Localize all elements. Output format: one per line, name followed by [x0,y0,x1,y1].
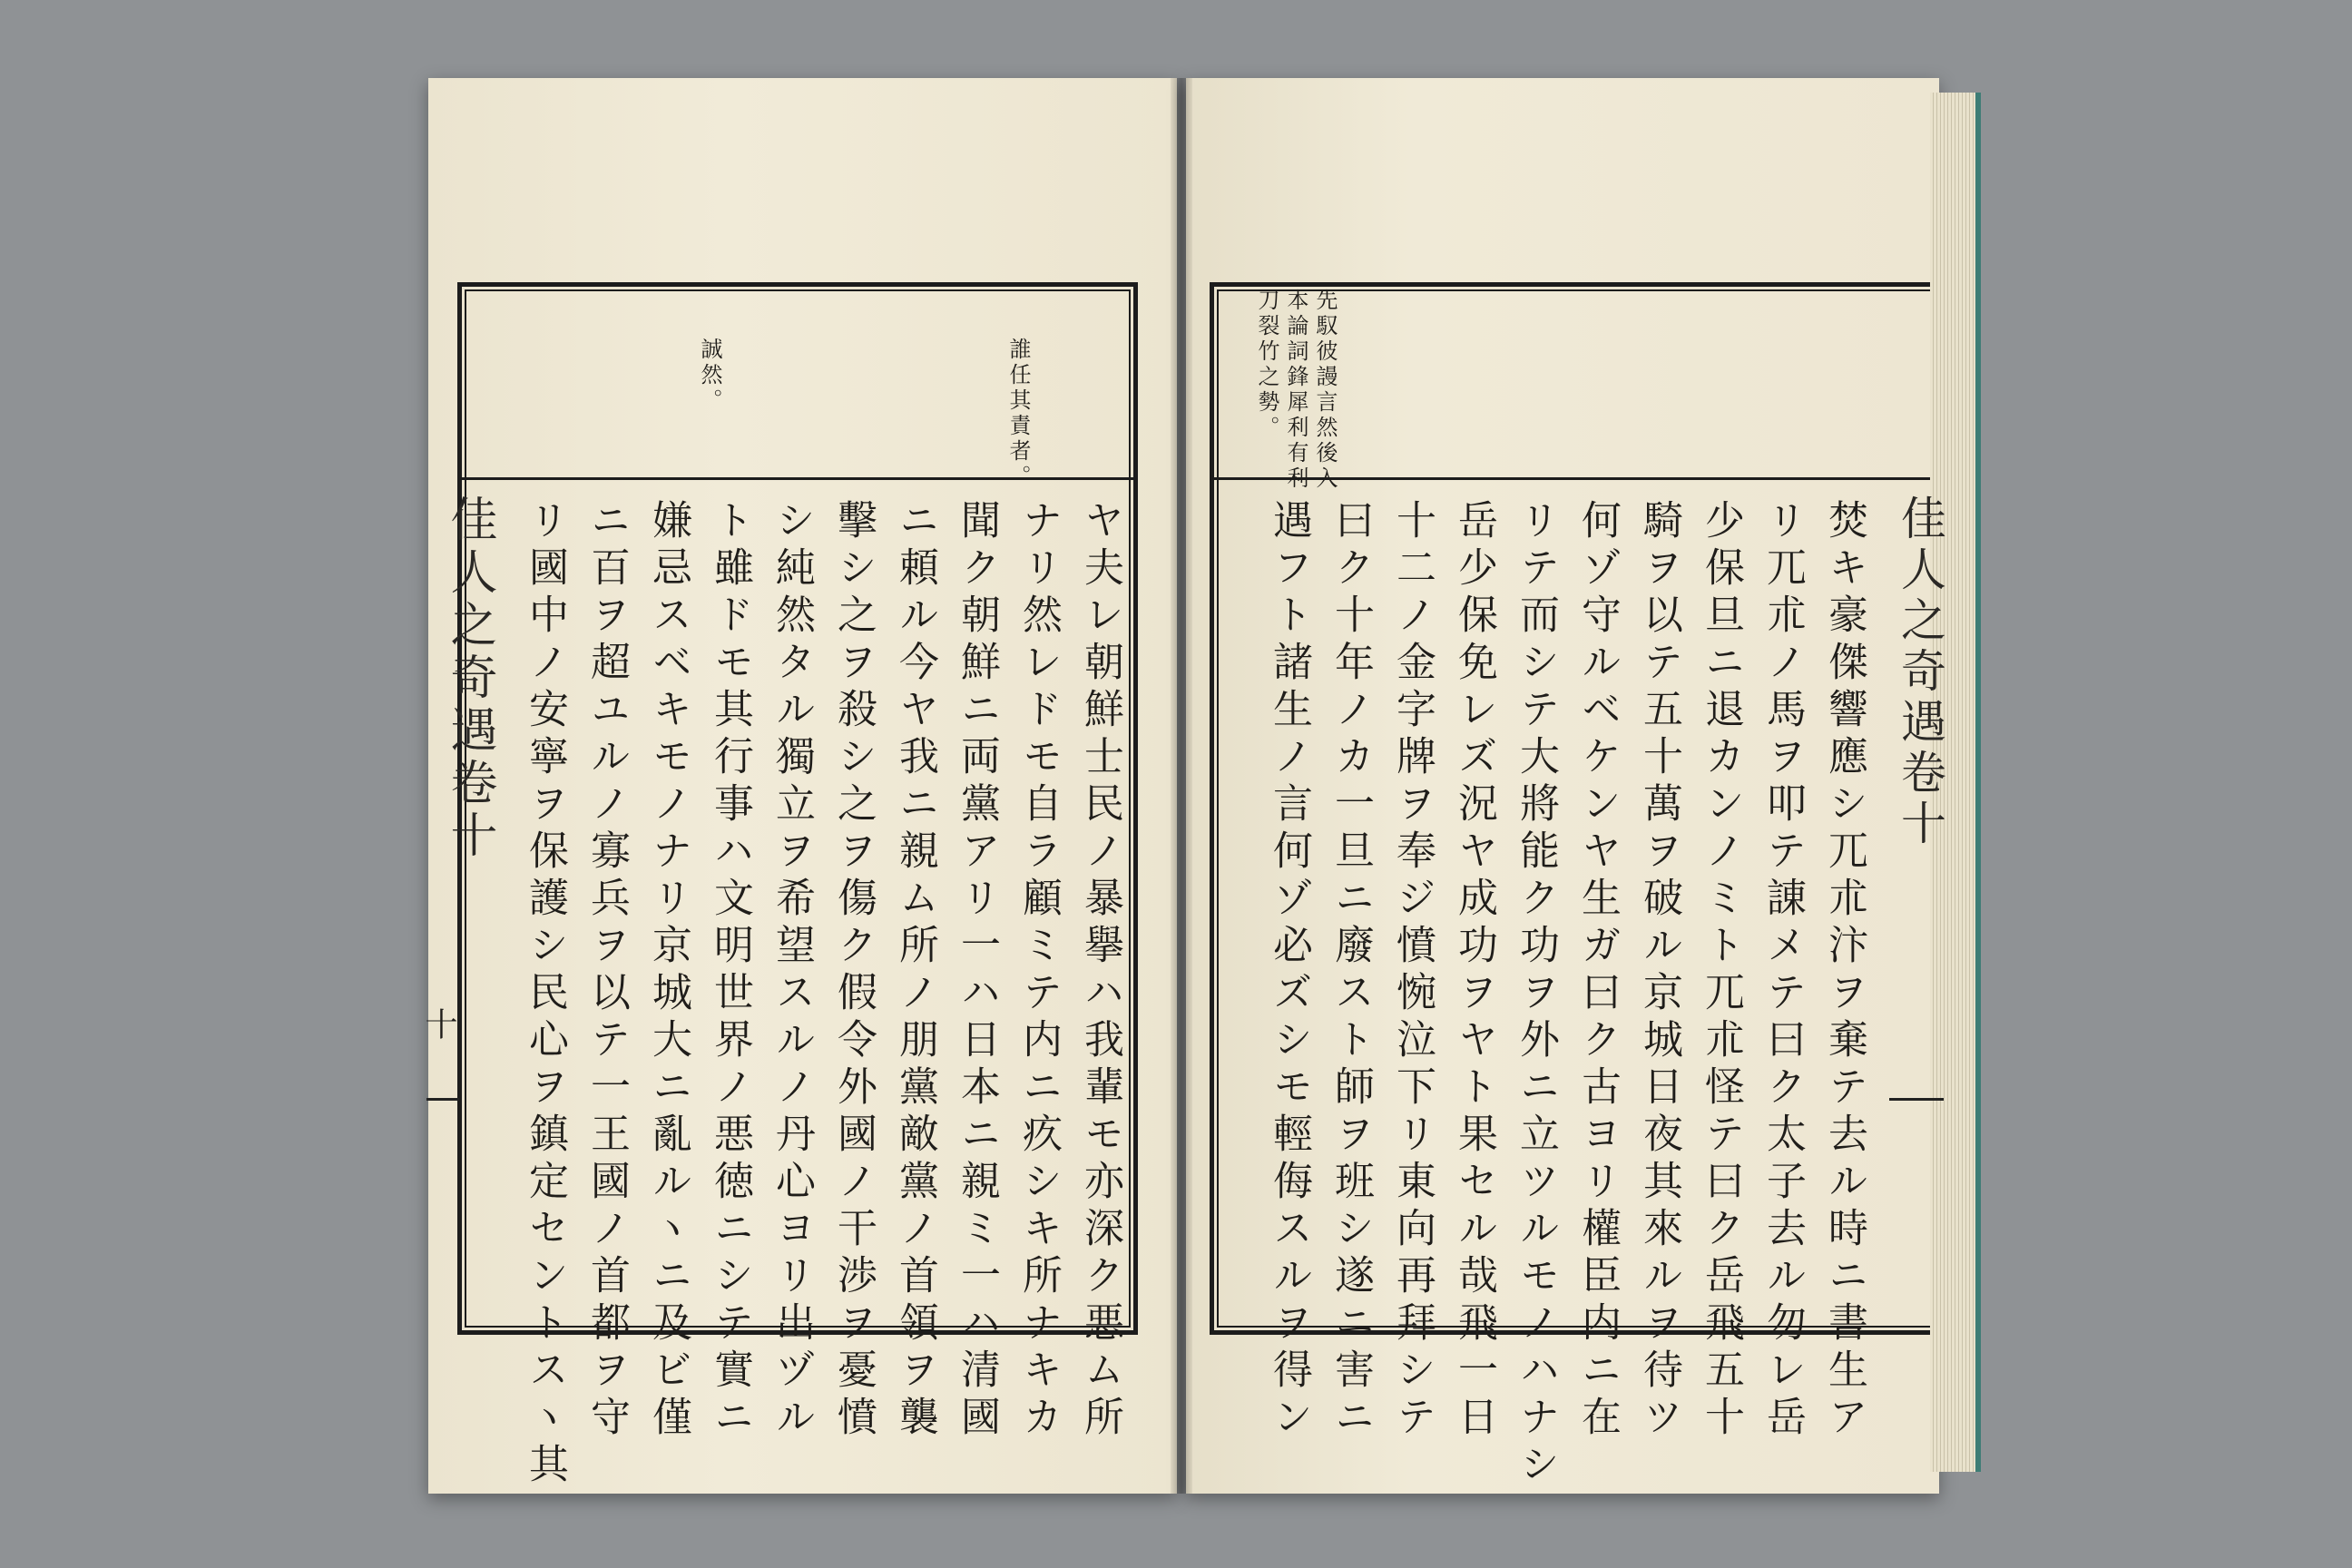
right-column-1: 焚キ豪傑響應シ兀朮汴ヲ棄テ去ル時ニ書生ア [1821,499,1867,1443]
right-column-9: 曰ク十年ノカ一旦ニ廢スト師ヲ班シ遂ニ害ニ [1328,499,1374,1443]
right-margin-rule [1889,1098,1944,1101]
show-through-text [1261,91,1316,221]
folio-number: 十 [420,1007,457,1042]
right-margin-title: 佳人之奇遇卷十 [1894,495,1946,850]
right-column-8: 十二ノ金字牌ヲ奉ジ憤惋泣下リ東向再拜シテ [1389,499,1436,1443]
left-margin-title: 佳人之奇遇卷十 [442,495,496,863]
left-headnote-2: 誠然。 [697,338,722,414]
left-column-5: 擊シ之ヲ殺シ之ヲ傷ク假令外國ノ干渉ヲ憂憤 [830,499,877,1443]
book-gutter [1171,78,1192,1494]
left-column-9: ニ百ヲ超ユルノ寡兵ヲ以テ一王國ノ首都ヲ守 [583,499,630,1443]
left-column-1: ヤ夫レ朝鮮士民ノ暴擧ハ我輩モ亦深ク悪ム所 [1077,499,1123,1443]
left-column-8: 嫌忌スベキモノナリ京城大ニ亂ルヽニ及ビ僅 [645,499,691,1443]
right-column-7: 岳少保免レズ況ヤ成功ヲヤト果セル哉飛一日 [1451,499,1497,1443]
left-column-2: ナリ然レドモ自ラ顧ミテ内ニ疚シキ所ナキカ [1015,499,1062,1443]
left-column-3: 聞ク朝鮮ニ両黨アリ一ハ日本ニ親ミ一ハ清國 [954,499,1000,1443]
right-headnote-3: 刀裂竹之勢。 [1254,289,1279,441]
right-column-3: 少保旦ニ退カンノミト兀朮怪テ曰ク岳飛五十 [1698,499,1744,1443]
right-headnote-1: 先馭彼謾言然後入 [1312,289,1338,492]
right-column-2: リ兀朮ノ馬ヲ叩テ諌メテ曰ク太子去ル勿レ岳 [1759,499,1806,1443]
headnote-divider [462,477,1133,480]
margin-rule [426,1098,459,1101]
left-column-7: ト雖ドモ其行事ハ文明世界ノ悪徳ニシテ實ニ [707,499,753,1443]
right-column-5: 何ゾ守ルベケンヤ生ガ曰ク古ヨリ權臣内ニ在 [1574,499,1621,1443]
left-column-6: シ純然タル獨立ヲ希望スルノ丹心ヨリ出ヅル [769,499,815,1443]
left-column-10: リ國中ノ安寧ヲ保護シ民心ヲ鎮定セントスヽ其 [522,499,568,1490]
right-column-4: 騎ヲ以テ五十萬ヲ破ル京城日夜其來ルヲ待ツ [1636,499,1682,1443]
right-column-10: 遇フト諸生ノ言何ゾ必ズシモ輕侮スルヲ得ン [1266,499,1312,1443]
right-headnote-2: 本論詞鋒犀利有利 [1283,289,1308,492]
left-column-4: ニ頼ル今ヤ我ニ親ム所ノ朋黨敵黨ノ首領ヲ襲 [892,499,938,1443]
right-column-6: リテ而シテ大將能ク功ヲ外ニ立ツルモノハナシ [1513,499,1559,1490]
left-headnote-1: 誰任其責者。 [1005,338,1031,490]
